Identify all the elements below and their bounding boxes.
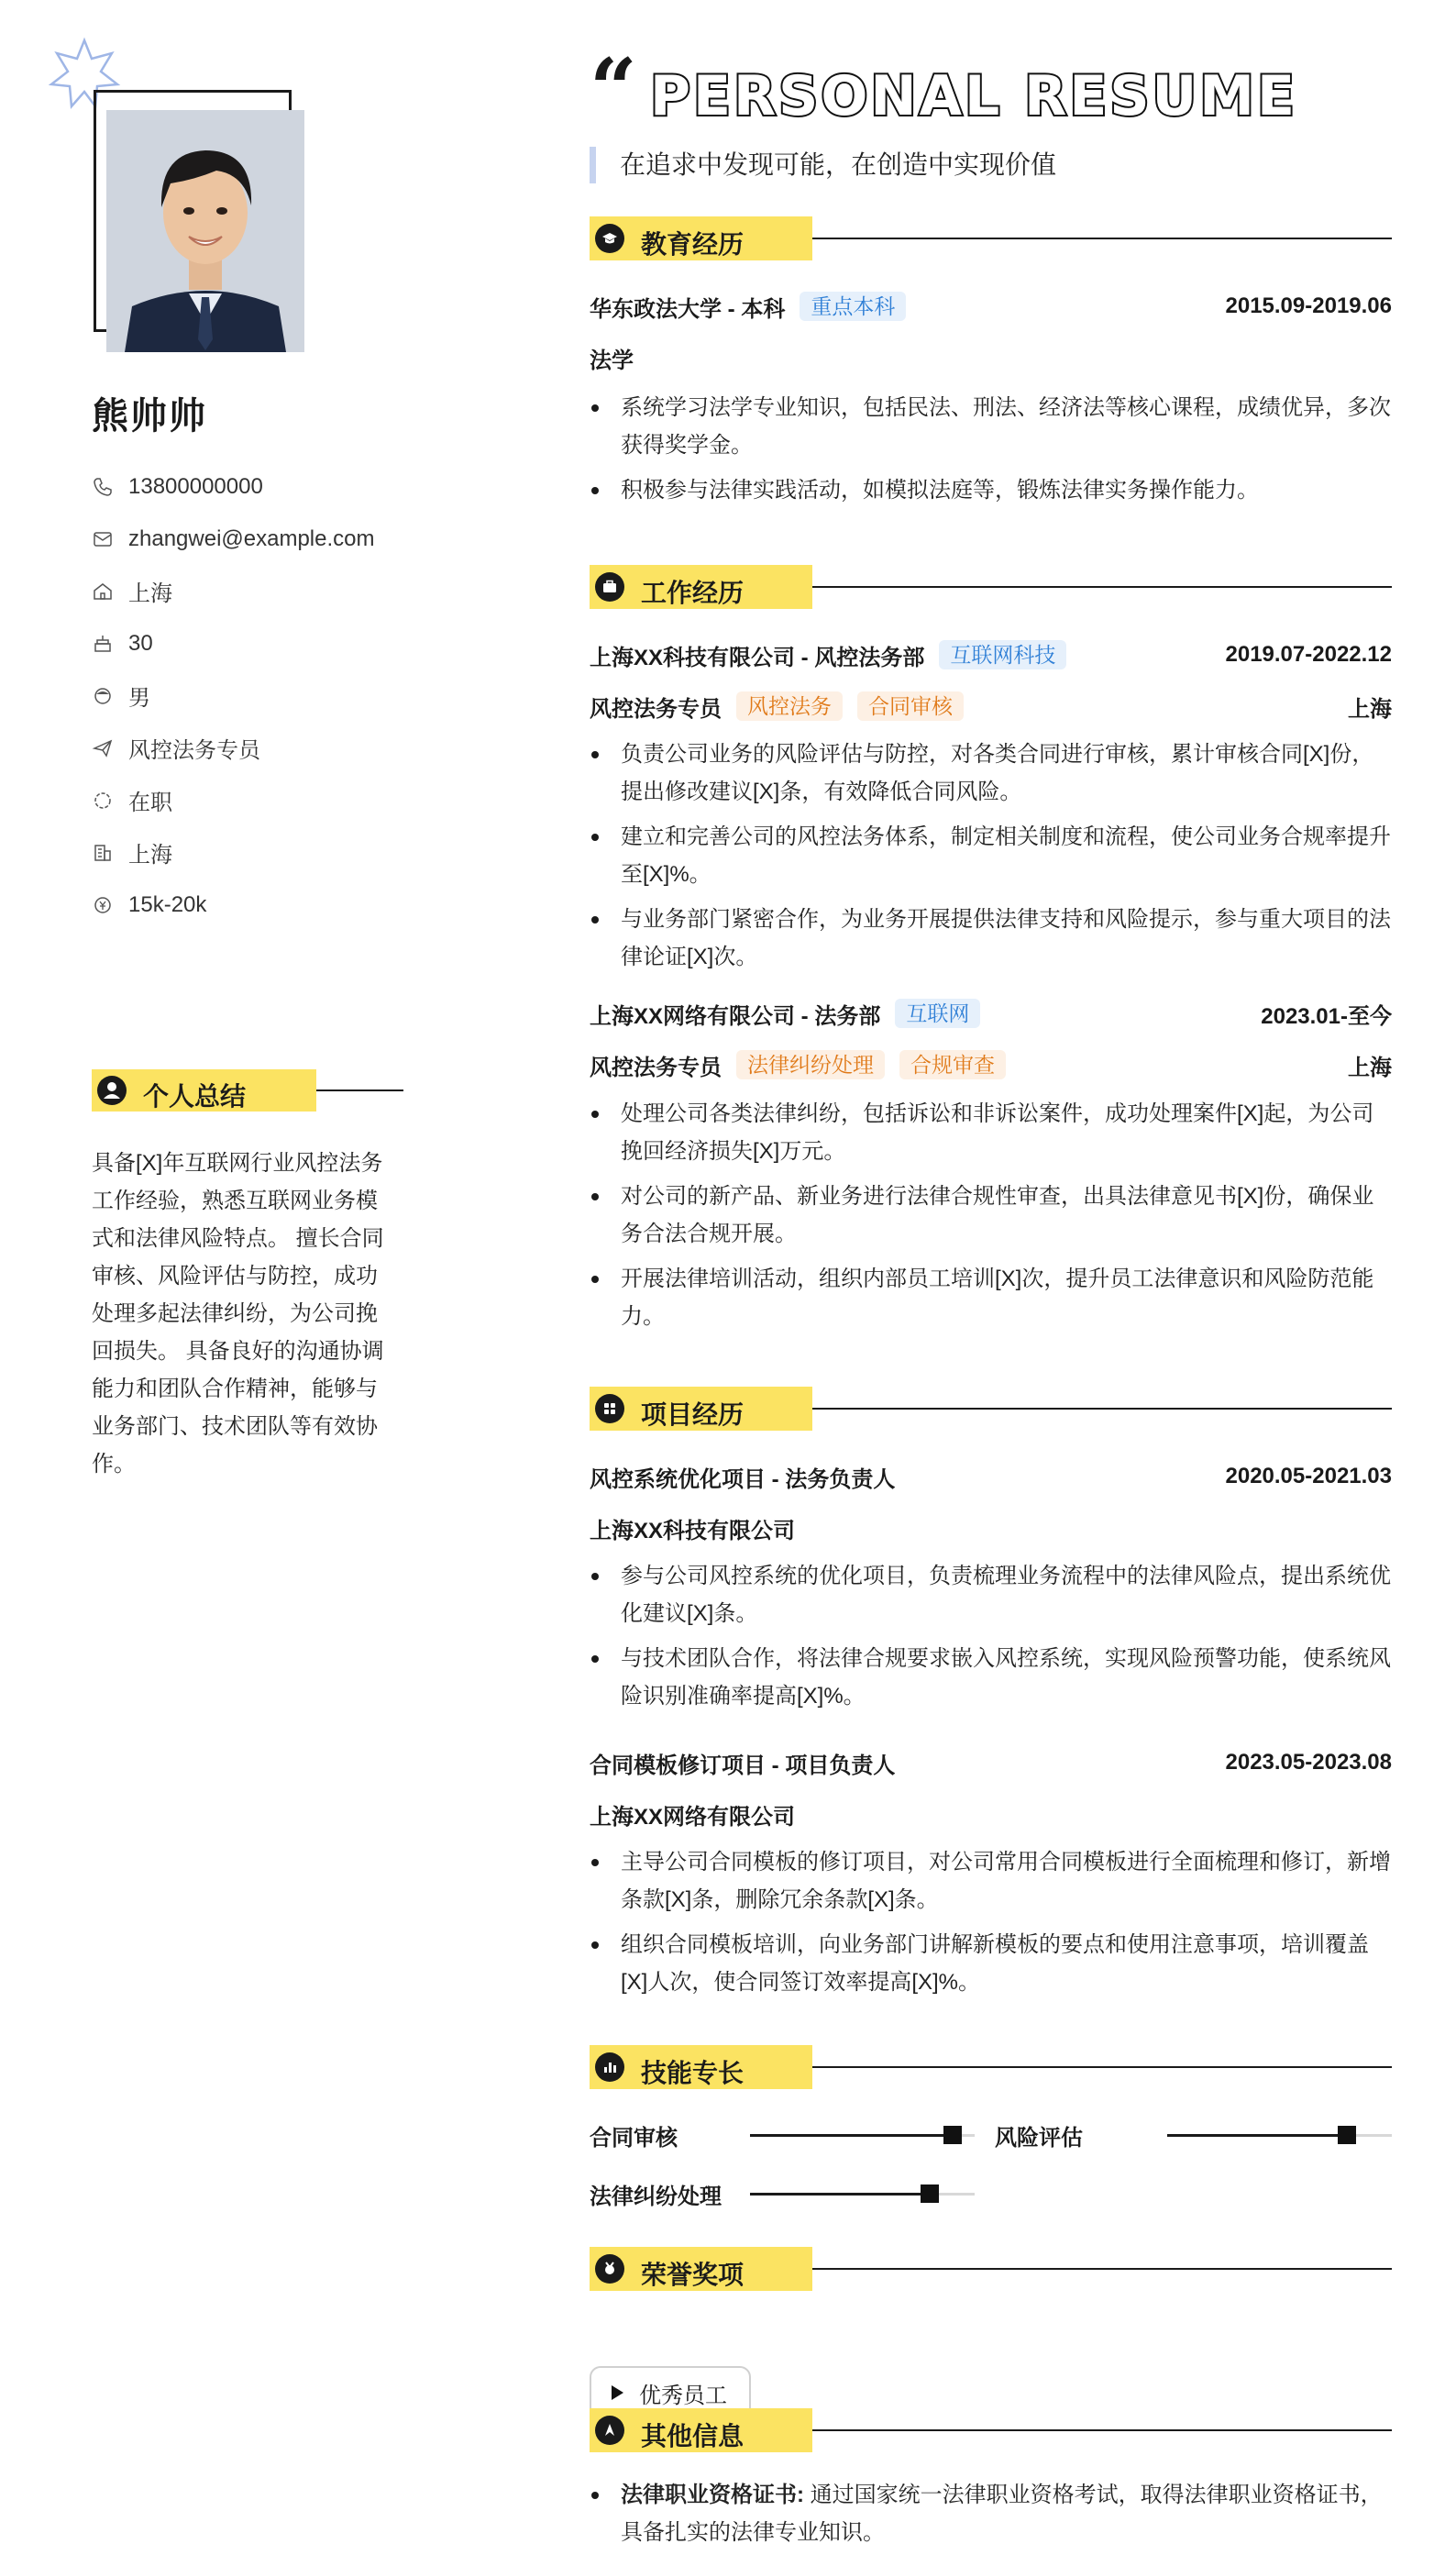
project-1-company-row — [590, 1510, 1392, 1546]
phone-icon — [92, 476, 114, 498]
contact-info-list — [92, 460, 422, 931]
job-2-role: 风控法务专员 — [590, 1055, 722, 1080]
work-title: 工作经历 — [641, 579, 745, 607]
medal-icon — [595, 2254, 624, 2284]
job-2-role-row — [590, 1046, 1392, 1083]
cake-icon — [92, 633, 114, 655]
job-1-role: 风控法务专员 — [590, 696, 722, 722]
status-icon — [92, 790, 114, 812]
gender-text: 男 — [128, 686, 150, 711]
other-title: 其他信息 — [641, 2422, 745, 2450]
school-tag: 重点本科 — [800, 292, 906, 321]
project-2-company: 上海XX网络有限公司 — [590, 1804, 796, 1830]
awards-section-header — [590, 2247, 1392, 2291]
project-2-date: 2023.05-2023.08 — [1225, 1750, 1392, 1775]
education-row — [590, 288, 1392, 325]
award-label: 优秀员工 — [639, 2383, 727, 2408]
job-1-date: 2019.07-2022.12 — [1225, 642, 1392, 667]
job-1-city: 上海 — [1348, 696, 1392, 722]
certificate-text: 通过国家统一法律职业资格考试，取得法律职业资格证书，具备扎实的法律专业知识。 — [621, 2483, 1383, 2545]
list-item: 系统学习法学专业知识，包括民法、刑法、经济法等核心课程，成绩优异，多次获得奖学金。 — [590, 389, 1392, 464]
play-icon — [610, 2384, 624, 2401]
summary-text: 具备[X]年互联网行业风控法务工作经验，熟悉互联网业务模式和法律风险特点。 擅长合同审核、风险评估与防控，成功处理多起法律纠纷，为公司挽回损失。 具备良好的沟通协调能力和团队合作精神，能够与业务部门、技术团队等有效协作。 — [92, 1151, 384, 1477]
info-position — [92, 722, 422, 774]
job-2-tag: 合规审查 — [899, 1050, 1006, 1079]
salary-text: 15k-20k — [128, 891, 207, 917]
job-1-tag: 风控法务 — [736, 691, 843, 721]
project-1-company: 上海XX科技有限公司 — [590, 1518, 796, 1543]
quote-mark-icon: “ — [590, 40, 637, 138]
education-title: 教育经历 — [641, 230, 745, 259]
home-icon — [92, 581, 114, 603]
info-age — [92, 617, 422, 669]
list-item: 处理公司各类法律纠纷，包括诉讼和非诉讼案件，成功处理案件[X]起，为公司挽回经济损失[X]万元。 — [590, 1095, 1392, 1170]
project-1-name: 风控系统优化项目 - 法务负责人 — [590, 1466, 896, 1492]
list-item: 建立和完善公司的风控法务体系，制定相关制度和流程，使公司业务合规率提升至[X]%。 — [590, 818, 1392, 893]
project-2-header — [590, 1744, 1392, 1781]
info-location — [92, 565, 422, 617]
project-1-date: 2020.05-2021.03 — [1225, 1464, 1392, 1488]
project-2-bullets — [590, 1843, 1392, 2008]
project-1-bullets — [590, 1557, 1392, 1722]
phone-text: 13800000000 — [128, 473, 263, 499]
yen-icon — [92, 894, 114, 916]
job-2-date: 2023.01-至今 — [1261, 1003, 1392, 1029]
info-target-city — [92, 826, 422, 879]
info-email — [92, 513, 422, 565]
graduation-cap-icon — [595, 224, 624, 253]
list-item: 开展法律培训活动，组织内部员工培训[X]次，提升员工法律意识和风险防范能力。 — [590, 1260, 1392, 1335]
status-text: 在职 — [128, 791, 172, 815]
job-2-tag: 法律纠纷处理 — [736, 1050, 885, 1079]
location-text: 上海 — [128, 581, 172, 606]
skill-item — [590, 2175, 975, 2212]
major: 法学 — [590, 348, 634, 373]
skills-section-header — [590, 2045, 1392, 2089]
avatar-photo — [106, 110, 304, 352]
candidate-name: 熊帅帅 — [92, 396, 207, 437]
slogan: 在追求中发现可能，在创造中实现价值 — [590, 147, 1056, 183]
email-text: zhangwei@example.com — [128, 525, 375, 551]
job-1-company: 上海XX科技有限公司 - 风控法务部 — [590, 645, 925, 670]
header-rule — [316, 1089, 403, 1091]
position-text: 风控法务专员 — [128, 738, 260, 763]
resume-title: PERSONAL RESUME — [650, 64, 1297, 128]
send-icon — [92, 737, 114, 759]
age-text: 30 — [128, 630, 153, 656]
info-gender — [92, 669, 422, 722]
skills-title: 技能专长 — [641, 2059, 745, 2087]
work-section-header — [590, 565, 1392, 609]
certificate-label: 法律职业资格证书: — [621, 2483, 804, 2507]
list-item: 与业务部门紧密合作，为业务开展提供法律支持和风险提示，参与重大项目的法律论证[X]次。 — [590, 901, 1392, 976]
skill-name: 法律纠纷处理 — [590, 2184, 722, 2209]
list-item: 参与公司风控系统的优化项目，负责梳理业务流程中的法律风险点，提出系统优化建议[X]条。 — [590, 1557, 1392, 1632]
summary-section-header — [92, 1069, 403, 1112]
gender-icon — [92, 685, 114, 707]
list-item: 负责公司业务的风险评估与防控，对各类合同进行审核，累计审核合同[X]份，提出修改建议[X]条，有效降低合同风险。 — [590, 736, 1392, 811]
user-icon — [97, 1076, 127, 1105]
building-icon — [92, 842, 114, 864]
target-city-text: 上海 — [128, 843, 172, 868]
skill-name: 风险评估 — [995, 2125, 1083, 2151]
bar-chart-icon — [595, 2052, 624, 2082]
list-item: 与技术团队合作，将法律合规要求嵌入风控系统，实现风险预警功能，使系统风险识别准确率提高[X]%。 — [590, 1640, 1392, 1715]
skill-item — [590, 2117, 975, 2153]
mail-icon — [92, 528, 114, 550]
skill-item — [995, 2117, 1392, 2153]
summary-title: 个人总结 — [143, 1082, 247, 1111]
skill-level-bar — [750, 2193, 975, 2196]
job-1-tag: 合同审核 — [857, 691, 964, 721]
skill-name: 合同审核 — [590, 2125, 678, 2151]
job-1-industry-tag: 互联网科技 — [939, 640, 1066, 669]
list-item: 组织合同模板培训，向业务部门讲解新模板的要点和使用注意事项，培训覆盖[X]人次，使合同签订效率提高[X]%。 — [590, 1926, 1392, 2001]
grid-icon — [595, 1394, 624, 1423]
awards-title: 荣誉奖项 — [641, 2261, 745, 2289]
job-2-industry-tag: 互联网 — [895, 999, 980, 1028]
skill-level-bar — [1167, 2134, 1392, 2137]
education-date: 2015.09-2019.06 — [1225, 293, 1392, 318]
project-2-company-row — [590, 1796, 1392, 1832]
job-2-header — [590, 995, 1392, 1032]
job-2-city: 上海 — [1348, 1055, 1392, 1080]
list-item: 积极参与法律实践活动，如模拟法庭等，锻炼法律实务操作能力。 — [590, 471, 1392, 509]
info-salary — [92, 879, 422, 931]
major-row — [590, 339, 1392, 376]
other-bullets — [590, 2476, 1392, 2555]
resume-title-block — [590, 40, 1392, 138]
list-item — [590, 2476, 1392, 2551]
star-badge-icon — [595, 2416, 624, 2445]
school-name: 华东政法大学 - 本科 — [590, 296, 786, 322]
briefcase-icon — [595, 572, 624, 602]
education-bullets — [590, 389, 1392, 516]
info-status — [92, 774, 422, 826]
job-2-bullets — [590, 1095, 1392, 1343]
list-item: 主导公司合同模板的修订项目，对公司常用合同模板进行全面梳理和修订，新增条款[X]条，删除冗余条款[X]条。 — [590, 1843, 1392, 1919]
project-1-header — [590, 1458, 1392, 1495]
info-phone — [92, 460, 422, 513]
other-section-header — [590, 2408, 1392, 2452]
job-2-company: 上海XX网络有限公司 - 法务部 — [590, 1003, 881, 1029]
skill-level-bar — [750, 2134, 975, 2137]
projects-section-header — [590, 1387, 1392, 1431]
education-section-header — [590, 216, 1392, 260]
job-1-bullets — [590, 736, 1392, 983]
job-1-header — [590, 636, 1392, 673]
job-1-role-row — [590, 688, 1392, 724]
projects-title: 项目经历 — [641, 1400, 745, 1429]
list-item: 对公司的新产品、新业务进行法律合规性审查，出具法律意见书[X]份，确保业务合法合规开展。 — [590, 1178, 1392, 1253]
project-2-name: 合同模板修订项目 - 项目负责人 — [590, 1753, 896, 1778]
